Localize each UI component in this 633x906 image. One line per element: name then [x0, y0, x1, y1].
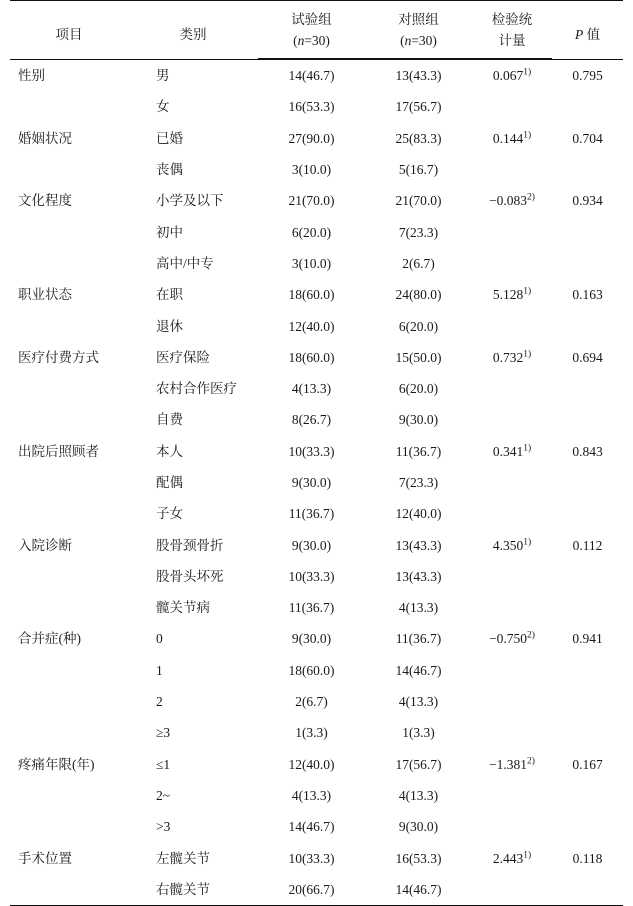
cell-test-statistic: 0.341$^{1)}$ — [492, 443, 532, 459]
cell-experimental-value: 9(30.0) — [291, 631, 332, 647]
cell-test-statistic — [472, 154, 552, 185]
cell-test-statistic — [472, 217, 552, 248]
cell-control-value: 15(50.0) — [395, 349, 442, 365]
cell-item: 文化程度 — [18, 193, 72, 209]
cell-experimental-value: 9(30.0) — [291, 537, 332, 553]
cell-p-value: 0.112 — [572, 537, 603, 553]
cell-p-value: 0.941 — [572, 631, 603, 647]
cell-experimental-value: 11(36.7) — [288, 600, 335, 616]
cell-control-value: 4(13.3) — [398, 787, 439, 803]
table-row — [10, 530, 623, 561]
cell-item — [10, 248, 128, 279]
table-row — [10, 436, 623, 467]
table-row — [10, 686, 623, 717]
column-header-item: 项目 — [10, 1, 128, 59]
cell-item — [10, 655, 128, 686]
cell-category: 退休 — [156, 318, 183, 334]
cell-p-value: 0.843 — [572, 443, 603, 459]
cell-control-value: 7(23.3) — [398, 474, 439, 490]
cell-item — [10, 874, 128, 906]
cell-test-statistic: 4.350$^{1)}$ — [492, 537, 532, 553]
cell-control-value: 13(43.3) — [395, 68, 442, 84]
cell-control-value: 7(23.3) — [398, 224, 439, 240]
table-row — [10, 498, 623, 529]
cell-category: 小学及以下 — [156, 193, 224, 209]
cell-control-value: 25(83.3) — [395, 130, 442, 146]
cell-item: 合并症(种) — [18, 631, 81, 647]
cell-test-statistic — [472, 404, 552, 435]
cell-test-statistic — [472, 655, 552, 686]
cell-experimental-value: 3(10.0) — [291, 162, 332, 178]
cell-category: 1 — [156, 662, 163, 678]
cell-experimental-value: 6(20.0) — [291, 224, 332, 240]
cell-p-value — [552, 154, 623, 185]
cell-test-statistic — [472, 467, 552, 498]
cell-experimental-value: 21(70.0) — [288, 193, 335, 209]
cell-p-value: 0.704 — [572, 130, 603, 146]
cell-item — [10, 686, 128, 717]
cell-category: 配偶 — [156, 474, 183, 490]
cell-item — [10, 154, 128, 185]
cell-test-statistic: $-0.750^{2)}$ — [489, 630, 535, 647]
cell-item — [10, 404, 128, 435]
table-row — [10, 217, 623, 248]
cell-test-statistic: 0.067$^{1)}$ — [492, 67, 532, 84]
cell-p-value — [552, 592, 623, 623]
table-row — [10, 154, 623, 185]
table-row — [10, 248, 623, 279]
cell-category: 在职 — [156, 287, 183, 303]
column-header-p-value: P 值 — [552, 1, 623, 59]
cell-p-value — [552, 780, 623, 811]
cell-item — [10, 217, 128, 248]
cell-p-value — [552, 717, 623, 748]
cell-category: 女 — [156, 99, 170, 115]
cell-test-statistic: 5.128$^{1)}$ — [492, 286, 532, 303]
cell-category: 2~ — [156, 787, 171, 803]
cell-p-value — [552, 498, 623, 529]
cell-p-value — [552, 311, 623, 342]
cell-test-statistic — [472, 91, 552, 122]
cell-item — [10, 561, 128, 592]
cell-item: 手术位置 — [18, 850, 72, 866]
cell-item — [10, 311, 128, 342]
cell-control-value: 14(46.7) — [395, 662, 442, 678]
table-row — [10, 404, 623, 435]
cell-test-statistic: 2.443$^{1)}$ — [492, 850, 532, 866]
table-row — [10, 467, 623, 498]
cell-p-value: 0.163 — [572, 287, 603, 303]
cell-experimental-value: 4(13.3) — [291, 787, 332, 803]
cell-experimental-value: 3(10.0) — [291, 255, 332, 271]
table-row — [10, 811, 623, 842]
table-row — [10, 843, 623, 874]
cell-experimental-value: 14(46.7) — [288, 819, 335, 835]
column-subheader-control-n: (n=30) — [365, 31, 472, 59]
cell-item: 性别 — [18, 68, 45, 84]
table-row — [10, 561, 623, 592]
table-row — [10, 623, 623, 654]
cell-p-value: 0.118 — [572, 850, 603, 866]
cell-item — [10, 717, 128, 748]
cell-experimental-value: 27(90.0) — [288, 130, 335, 146]
cell-category: 髋关节病 — [156, 600, 210, 616]
table-row — [10, 185, 623, 216]
cell-control-value: 6(20.0) — [398, 318, 439, 334]
cell-test-statistic — [472, 780, 552, 811]
cell-item: 职业状态 — [18, 287, 72, 303]
table-row — [10, 311, 623, 342]
table-body — [10, 60, 623, 906]
table-row — [10, 373, 623, 404]
cell-p-value — [552, 655, 623, 686]
cell-p-value — [552, 373, 623, 404]
cell-category: ≥3 — [156, 725, 171, 741]
cell-category: 股骨头坏死 — [156, 568, 224, 584]
cell-test-statistic — [472, 717, 552, 748]
cell-category: 0 — [156, 631, 163, 647]
column-subheader-experimental-n: (n=30) — [258, 31, 365, 59]
cell-p-value — [552, 404, 623, 435]
cell-control-value: 13(43.3) — [395, 537, 442, 553]
cell-item — [10, 498, 128, 529]
cell-experimental-value: 2(6.7) — [295, 694, 328, 710]
column-header-category: 类别 — [128, 1, 258, 59]
cell-control-value: 24(80.0) — [395, 287, 442, 303]
cell-experimental-value: 20(66.7) — [258, 874, 365, 906]
cell-category: 左髋关节 — [156, 850, 210, 866]
cell-control-value: 4(13.3) — [398, 600, 439, 616]
table-header — [10, 1, 623, 60]
table-row — [10, 60, 623, 92]
cell-control-value: 9(30.0) — [398, 819, 439, 835]
cell-category: 男 — [156, 68, 170, 84]
cell-item — [10, 592, 128, 623]
cell-control-value: 12(40.0) — [395, 506, 442, 522]
cell-test-statistic: 0.732$^{1)}$ — [492, 349, 532, 365]
cell-p-value — [552, 467, 623, 498]
cell-test-statistic: $-0.083^{2)}$ — [489, 192, 535, 209]
cell-item: 入院诊断 — [18, 537, 72, 553]
cell-p-value — [552, 874, 623, 906]
cell-test-statistic — [472, 874, 552, 906]
table-row — [10, 91, 623, 122]
cell-item — [10, 780, 128, 811]
baseline-characteristics-table — [10, 0, 623, 906]
cell-p-value — [552, 811, 623, 842]
cell-experimental-value: 10(33.3) — [288, 568, 335, 584]
cell-item: 疼痛年限(年) — [18, 756, 95, 772]
cell-p-value: 0.694 — [572, 349, 603, 365]
cell-control-value: 11(36.7) — [395, 631, 442, 647]
cell-category: 已婚 — [156, 130, 183, 146]
cell-category: 高中/中专 — [156, 255, 214, 271]
cell-category: 医疗保险 — [156, 349, 210, 365]
cell-control-value: 21(70.0) — [395, 193, 442, 209]
cell-test-statistic — [472, 373, 552, 404]
cell-control-value: 5(16.7) — [398, 162, 439, 178]
cell-control-value: 13(43.3) — [395, 568, 442, 584]
cell-item — [10, 91, 128, 122]
cell-item — [10, 811, 128, 842]
cell-category: 本人 — [156, 443, 183, 459]
table-row — [10, 279, 623, 310]
cell-category: 丧偶 — [156, 162, 183, 178]
cell-experimental-value: 10(33.3) — [288, 850, 335, 866]
cell-category: 农村合作医疗 — [156, 381, 237, 397]
cell-p-value — [552, 686, 623, 717]
table-row — [10, 874, 623, 906]
cell-control-value: 17(56.7) — [395, 99, 442, 115]
cell-item — [10, 373, 128, 404]
cell-experimental-value: 18(60.0) — [288, 287, 335, 303]
cell-p-value: 0.795 — [572, 68, 603, 84]
table-row — [10, 749, 623, 780]
column-header-test-statistic: 检验统 — [472, 1, 552, 31]
cell-experimental-value: 14(46.7) — [288, 68, 335, 84]
cell-experimental-value: 9(30.0) — [291, 474, 332, 490]
table-row — [10, 123, 623, 154]
cell-control-value: 17(56.7) — [395, 756, 442, 772]
cell-category: ≤1 — [156, 756, 171, 772]
cell-test-statistic — [472, 592, 552, 623]
cell-category: 右髋关节 — [128, 874, 258, 906]
cell-category: 子女 — [156, 506, 183, 522]
cell-experimental-value: 12(40.0) — [288, 318, 335, 334]
cell-experimental-value: 4(13.3) — [291, 381, 332, 397]
cell-control-value: 6(20.0) — [398, 381, 439, 397]
cell-test-statistic: 0.144$^{1)}$ — [492, 130, 532, 146]
cell-control-value: 2(6.7) — [402, 255, 435, 271]
table-row — [10, 592, 623, 623]
cell-test-statistic — [472, 686, 552, 717]
table-row — [10, 342, 623, 373]
cell-control-value: 11(36.7) — [395, 443, 442, 459]
cell-item: 出院后照顾者 — [18, 443, 99, 459]
cell-test-statistic — [472, 248, 552, 279]
cell-test-statistic: $-1.381^{2)}$ — [489, 756, 535, 772]
cell-category: >3 — [156, 819, 171, 835]
table-row — [10, 655, 623, 686]
cell-test-statistic — [472, 561, 552, 592]
cell-p-value — [552, 561, 623, 592]
cell-experimental-value: 10(33.3) — [288, 443, 335, 459]
cell-item: 医疗付费方式 — [18, 349, 99, 365]
cell-item — [10, 467, 128, 498]
column-header-experimental-group: 试验组 — [258, 1, 365, 31]
cell-category: 初中 — [156, 224, 183, 240]
cell-experimental-value: 18(60.0) — [288, 349, 335, 365]
cell-control-value: 4(13.3) — [398, 694, 439, 710]
cell-p-value: 0.167 — [572, 756, 603, 772]
cell-control-value: 1(3.3) — [402, 725, 435, 741]
cell-p-value — [552, 217, 623, 248]
cell-control-value: 14(46.7) — [365, 874, 472, 906]
cell-item: 婚姻状况 — [18, 130, 72, 146]
cell-test-statistic — [472, 498, 552, 529]
table-row — [10, 717, 623, 748]
cell-experimental-value: 11(36.7) — [288, 506, 335, 522]
cell-category: 自费 — [156, 412, 183, 428]
cell-test-statistic — [472, 311, 552, 342]
cell-p-value: 0.934 — [572, 193, 603, 209]
cell-experimental-value: 18(60.0) — [288, 662, 335, 678]
cell-experimental-value: 1(3.3) — [295, 725, 328, 741]
column-header-control-group: 对照组 — [365, 1, 472, 31]
table-row — [10, 780, 623, 811]
cell-category: 2 — [156, 694, 163, 710]
cell-experimental-value: 16(53.3) — [288, 99, 335, 115]
cell-p-value — [552, 91, 623, 122]
cell-experimental-value: 12(40.0) — [288, 756, 335, 772]
cell-experimental-value: 8(26.7) — [291, 412, 332, 428]
cell-test-statistic — [472, 811, 552, 842]
column-subheader-test-statistic: 计量 — [472, 31, 552, 59]
cell-control-value: 16(53.3) — [395, 850, 442, 866]
cell-control-value: 9(30.0) — [398, 412, 439, 428]
cell-category: 股骨颈骨折 — [156, 537, 224, 553]
cell-p-value — [552, 248, 623, 279]
